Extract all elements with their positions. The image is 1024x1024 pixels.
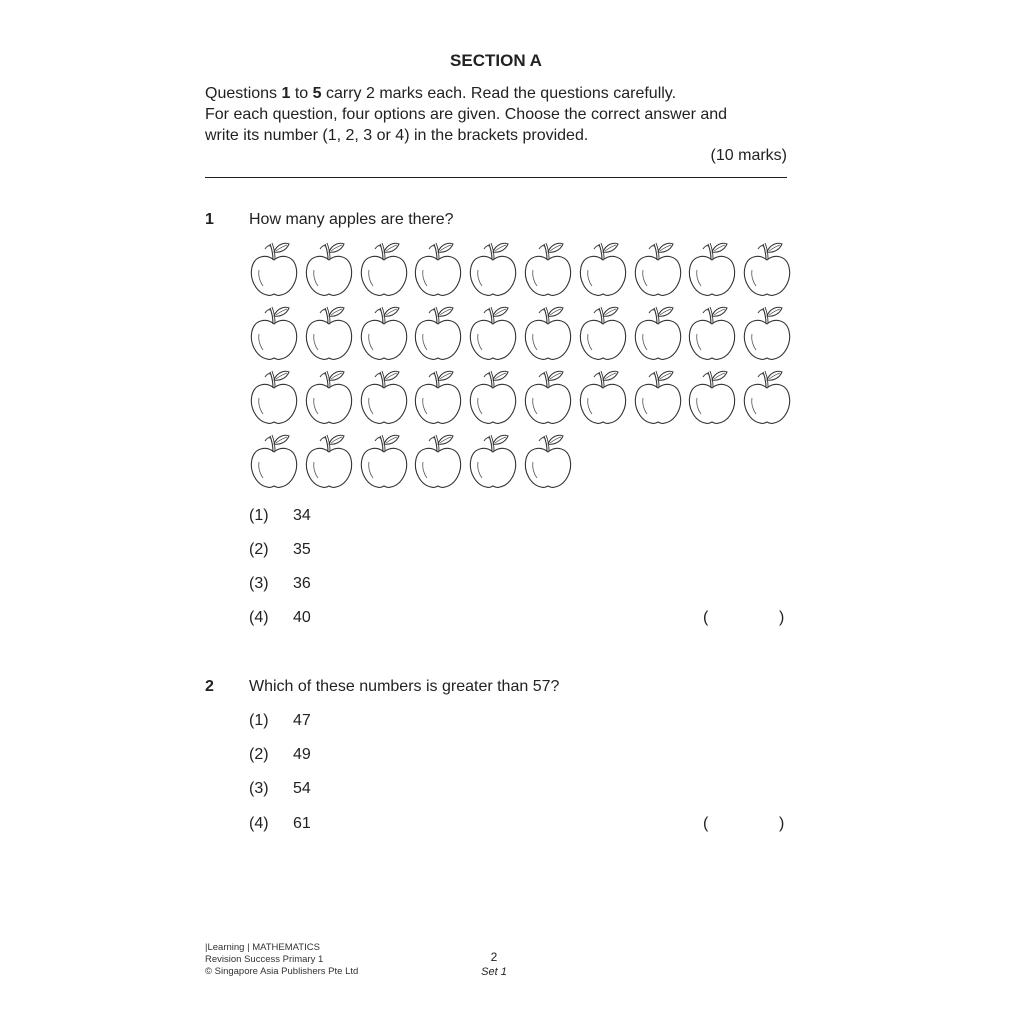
apple-icon — [304, 368, 354, 426]
option-label: (3) — [249, 780, 269, 797]
apple-icon — [468, 432, 518, 490]
option-value: 34 — [293, 507, 311, 524]
answer-bracket-open: ( — [703, 815, 709, 832]
question-number: 1 — [205, 211, 214, 228]
divider — [205, 177, 787, 178]
apple-icon — [687, 304, 737, 362]
answer-bracket-close: ) — [779, 609, 785, 626]
answer-bracket-close: ) — [779, 815, 785, 832]
apple-icon — [304, 240, 354, 298]
apple-icon — [523, 240, 573, 298]
question-text: Which of these numbers is greater than 57? — [249, 678, 560, 695]
answer-option — [249, 507, 311, 525]
apple-icon — [687, 368, 737, 426]
option-label: (4) — [249, 815, 269, 832]
apple-illustration — [249, 240, 789, 490]
apple-icon — [742, 240, 792, 298]
footer-line: © Singapore Asia Publishers Pte Ltd — [205, 966, 359, 977]
section-title: SECTION A — [450, 51, 542, 70]
option-label: (2) — [249, 541, 269, 558]
answer-option — [249, 609, 311, 627]
apple-icon — [249, 304, 299, 362]
apple-icon — [304, 432, 354, 490]
apple-icon — [468, 304, 518, 362]
option-value: 49 — [293, 746, 311, 763]
option-label: (1) — [249, 712, 269, 729]
instruction-line — [205, 83, 787, 104]
option-value: 40 — [293, 609, 311, 626]
apple-icon — [742, 368, 792, 426]
apple-icon — [359, 368, 409, 426]
apple-icon — [742, 304, 792, 362]
apple-icon — [687, 240, 737, 298]
apple-icon — [468, 368, 518, 426]
apple-icon — [413, 304, 463, 362]
option-value: 54 — [293, 780, 311, 797]
question-text: How many apples are there? — [249, 211, 454, 228]
apple-icon — [249, 368, 299, 426]
instruction-line: write its number (1, 2, 3 or 4) in the brackets provided. — [205, 127, 589, 144]
answer-option — [249, 815, 311, 833]
option-value: 36 — [293, 575, 311, 592]
answer-option — [249, 712, 311, 730]
instructions — [205, 83, 787, 146]
total-marks: (10 marks) — [710, 147, 787, 164]
question-number: 2 — [205, 678, 214, 695]
instruction-text: Questions 1 to 5 carry 2 marks each. Read the questions carefully. — [205, 85, 677, 102]
apple-icon — [633, 304, 683, 362]
apple-icon — [578, 240, 628, 298]
apple-icon — [523, 304, 573, 362]
option-value: 61 — [293, 815, 311, 832]
answer-option — [249, 541, 311, 559]
footer-publisher-info — [205, 942, 358, 978]
footer-line: Revision Success Primary 1 — [205, 954, 324, 965]
option-value: 47 — [293, 712, 311, 729]
option-label: (2) — [249, 746, 269, 763]
option-label: (3) — [249, 575, 269, 592]
page-number: 2 — [490, 950, 498, 964]
apple-icon — [413, 240, 463, 298]
apple-icon — [249, 240, 299, 298]
answer-bracket-open: ( — [703, 609, 709, 626]
option-label: (4) — [249, 609, 269, 626]
apple-icon — [523, 432, 573, 490]
apple-icon — [633, 240, 683, 298]
apple-icon — [304, 304, 354, 362]
apple-icon — [578, 368, 628, 426]
apple-icon — [523, 368, 573, 426]
apple-icon — [359, 240, 409, 298]
option-label: (1) — [249, 507, 269, 524]
answer-option — [249, 575, 311, 593]
apple-icon — [249, 432, 299, 490]
option-value: 35 — [293, 541, 311, 558]
apple-icon — [359, 432, 409, 490]
apple-icon — [359, 304, 409, 362]
apple-icon — [468, 240, 518, 298]
set-label: Set 1 — [481, 966, 507, 978]
apple-icon — [633, 368, 683, 426]
answer-option — [249, 780, 311, 798]
answer-option — [249, 746, 311, 764]
apple-icon — [413, 368, 463, 426]
apple-icon — [413, 432, 463, 490]
instruction-line: For each question, four options are given. Choose the correct answer and — [205, 106, 728, 123]
apple-icon — [578, 304, 628, 362]
footer-line: |Learning | MATHEMATICS — [205, 942, 320, 953]
